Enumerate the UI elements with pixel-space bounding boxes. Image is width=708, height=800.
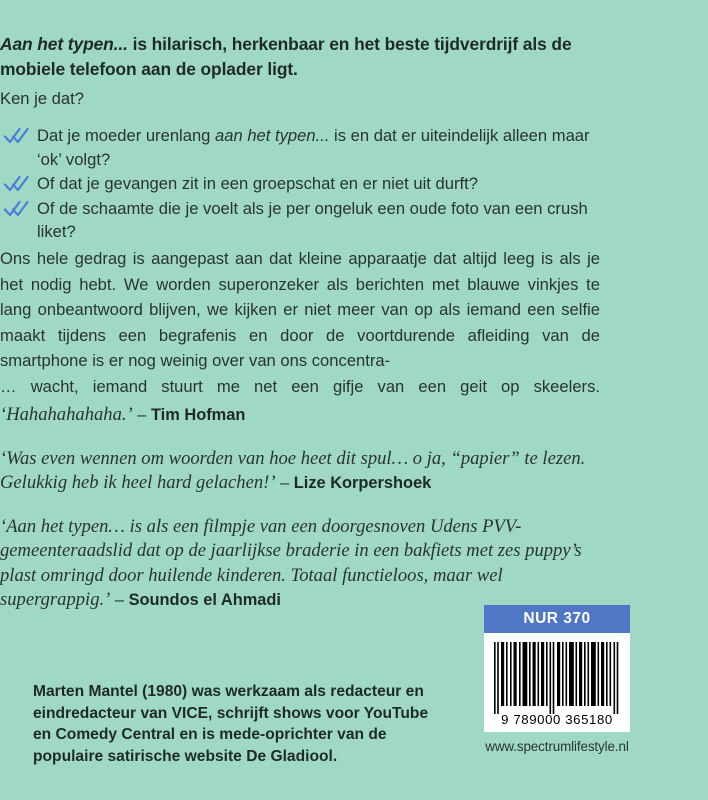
quote-text: ‘Was even wennen om woorden van hoe heet dit spul… o ja, “papier” te lezen. Gelukkig heb ik heel hard gelachen!’ xyxy=(0,447,586,493)
barcode-bars-icon xyxy=(494,642,620,714)
intro-question: Ken je dat? xyxy=(0,89,84,108)
quote-2 xyxy=(0,447,605,496)
barcode-block xyxy=(484,605,630,754)
headline-rest: is hilarisch, herkenbaar en het beste tijdverdrijf als de mobiele telefoon aan de oplader ligt. xyxy=(0,34,572,79)
quote-dash: – xyxy=(275,474,294,492)
list-item-text-italic: aan het typen... xyxy=(215,126,330,145)
quote-1 xyxy=(0,403,605,428)
barcode-number: 9 789000 365180 xyxy=(501,712,613,727)
quote-dash: – xyxy=(110,591,129,609)
list-item-text-before: Of de schaamte die je voelt als je per ongeluk een oude foto van een crush liket? xyxy=(37,198,588,241)
list-item-text-after: is en dat er uiteindelijk alleen maar ‘ok’ volgt? xyxy=(37,126,590,169)
publisher-website: www.spectrumlifestyle.nl xyxy=(485,739,629,754)
body-paragraph-last-line: … wacht, iemand stuurt me net een gifje van een geit op skeelers. xyxy=(0,376,600,396)
double-check-icon xyxy=(4,175,32,193)
page-title xyxy=(0,32,600,82)
quote-author: Tim Hofman xyxy=(150,406,246,424)
nur-badge: NUR 370 xyxy=(484,605,630,633)
quote-dash: – xyxy=(132,406,151,424)
quote-author: Lize Korpershoek xyxy=(293,474,432,492)
barcode-panel xyxy=(484,633,630,732)
list-item xyxy=(0,172,610,196)
list-item xyxy=(0,197,610,244)
quote-3 xyxy=(0,515,605,613)
quote-text: ‘Hahahahahaha.’ xyxy=(0,404,133,425)
double-check-icon xyxy=(4,200,32,218)
quote-text: ‘Aan het typen… is als een filmpje van een doorgesnoven Udens PVV-gemeenteraadslid dat op de jaarlijkse braderie in een bakfiets met zes puppy’s plast omringd door huilende kinderen. Totaal functieloos, maar wel supergrappig.’ xyxy=(0,515,582,610)
list-item-text-before: Dat je moeder urenlang xyxy=(37,126,216,145)
headline-italic-lead: Aan het typen... xyxy=(0,34,128,54)
checklist xyxy=(0,124,610,245)
list-item xyxy=(0,124,610,171)
quote-author: Soundos el Ahmadi xyxy=(128,591,281,609)
body-paragraph-main: Ons hele gedrag is aangepast aan dat kleine apparaatje dat altijd leeg is als je het nodig hebt. We worden superonzeker als berichten met blauwe vinkjes te lang onbeantwoord blijven, we kijken er niet meer van op als iemand een selfie maakt tijdens een begrafenis en door de voortdurende afleiding van de smartphone is er nog weinig over van ons concentra- xyxy=(0,249,600,370)
list-item-text-before: Of dat je gevangen zit in een groepschat en er niet uit durft? xyxy=(37,174,478,193)
body-paragraph xyxy=(0,246,600,399)
author-bio: Marten Mantel (1980) was werkzaam als redacteur en eindredacteur van VICE, schrijft shows voor YouTube en Comedy Central en is mede-oprichter van de populaire satirische website De Gladiool. xyxy=(33,683,429,765)
blurb-quotes xyxy=(0,403,605,632)
double-check-icon xyxy=(4,127,32,145)
